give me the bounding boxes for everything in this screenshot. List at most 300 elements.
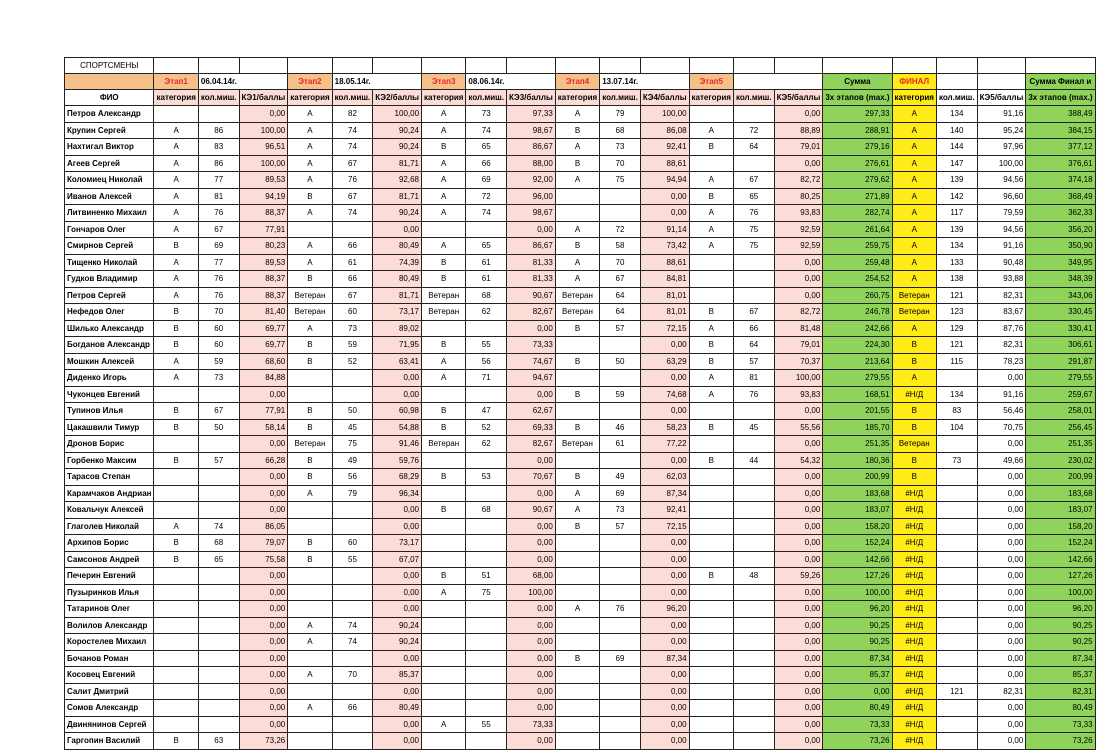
final-category-cell: #Н/Д [892, 502, 936, 519]
count1-cell: 70 [198, 304, 239, 321]
final-score-cell: 79,59 [977, 205, 1026, 222]
final-category-cell: #Н/Д [892, 650, 936, 667]
cat5-cell: A [689, 221, 733, 238]
cat5-cell: B [689, 139, 733, 156]
final-count-cell [936, 551, 977, 568]
score4-cell: 96,20 [640, 601, 689, 618]
score2-cell: 0,00 [373, 386, 422, 403]
score4-cell: 100,00 [640, 106, 689, 123]
table-body [65, 58, 1096, 750]
athlete-name-cell: Волилов Александр [65, 617, 154, 634]
count2-cell [332, 601, 373, 618]
sum3-cell: 185,70 [823, 419, 892, 436]
score4-cell: 0,00 [640, 634, 689, 651]
count5-cell: 76 [733, 205, 774, 222]
score4-cell: 63,29 [640, 353, 689, 370]
final-score-cell: 82,31 [977, 683, 1026, 700]
cat3-cell [422, 667, 466, 684]
title-row [65, 58, 1096, 74]
score4-cell: 62,03 [640, 469, 689, 486]
table-row [65, 634, 1096, 651]
score2-cell: 63,41 [373, 353, 422, 370]
score3-cell: 97,33 [507, 106, 556, 123]
count4-cell: 73 [600, 139, 641, 156]
cat5-cell [689, 716, 733, 733]
final-count-cell [936, 568, 977, 585]
cat5-cell: A [689, 205, 733, 222]
final-count-cell [936, 716, 977, 733]
athlete-name-cell: Дронов Борис [65, 436, 154, 453]
count1-cell [198, 469, 239, 486]
count3-cell: 55 [466, 716, 507, 733]
cat3-cell [422, 221, 466, 238]
grand-total-cell: 158,20 [1026, 518, 1095, 535]
grand-total-cell: 200,99 [1026, 469, 1095, 486]
count4-cell [600, 370, 641, 387]
score5-cell: 0,00 [774, 683, 823, 700]
sum-label: Сумма [823, 74, 892, 90]
table-row [65, 304, 1096, 321]
athlete-name-cell: Двинянинов Сергей [65, 716, 154, 733]
cat3-cell [422, 617, 466, 634]
count5-cell: 75 [733, 221, 774, 238]
score2-cell: 0,00 [373, 370, 422, 387]
table-row [65, 254, 1096, 271]
cat1-cell [154, 568, 198, 585]
count4-cell: 75 [600, 172, 641, 189]
cat2-cell: A [288, 485, 332, 502]
score5-cell: 0,00 [774, 469, 823, 486]
cat1-cell [154, 386, 198, 403]
cat1-cell: B [154, 551, 198, 568]
count3-cell [466, 667, 507, 684]
grand-total-cell: 82,31 [1026, 683, 1095, 700]
count4-cell [600, 551, 641, 568]
header-cell: кол.миш. [936, 90, 977, 106]
final-category-cell: A [892, 188, 936, 205]
header-cell: категория [892, 90, 936, 106]
grand-total-cell: 356,20 [1026, 221, 1095, 238]
score5-cell: 0,00 [774, 271, 823, 288]
score1-cell: 66,28 [239, 452, 288, 469]
header-cell: КЭ5/баллы [774, 90, 823, 106]
count2-cell [332, 221, 373, 238]
grand-total-cell: 368,49 [1026, 188, 1095, 205]
final-count-cell: 134 [936, 238, 977, 255]
final-count-cell: 121 [936, 287, 977, 304]
score2-cell: 91,46 [373, 436, 422, 453]
cat2-cell [288, 221, 332, 238]
score2-cell: 81,71 [373, 155, 422, 172]
cat4-cell [555, 584, 599, 601]
table-row [65, 700, 1096, 717]
athlete-name-cell: Литвиненко Михаил [65, 205, 154, 222]
table-row [65, 469, 1096, 486]
cat5-cell: A [689, 386, 733, 403]
athlete-name-cell: Глаголев Николай [65, 518, 154, 535]
cat1-cell: A [154, 139, 198, 156]
athlete-name-cell: Нефедов Олег [65, 304, 154, 321]
count1-cell: 69 [198, 238, 239, 255]
count4-cell [600, 568, 641, 585]
grand-total-cell: 96,20 [1026, 601, 1095, 618]
count5-cell: 67 [733, 172, 774, 189]
count4-cell [600, 617, 641, 634]
grand-total-cell: 142,66 [1026, 551, 1095, 568]
sum3-cell: 259,75 [823, 238, 892, 255]
header-cell: категория [154, 90, 198, 106]
count1-cell: 73 [198, 370, 239, 387]
score3-cell: 0,00 [507, 485, 556, 502]
count1-cell: 60 [198, 337, 239, 354]
final-count-cell [936, 518, 977, 535]
sum3-cell: 259,48 [823, 254, 892, 271]
final-count-cell [936, 469, 977, 486]
sum3-cell: 152,24 [823, 535, 892, 552]
cat2-cell: B [288, 452, 332, 469]
final-count-cell: 115 [936, 353, 977, 370]
score1-cell: 0,00 [239, 634, 288, 651]
score2-cell: 60,98 [373, 403, 422, 420]
cat4-cell: B [555, 122, 599, 139]
score5-cell: 92,59 [774, 238, 823, 255]
count2-cell: 74 [332, 139, 373, 156]
final-category-cell: A [892, 205, 936, 222]
final-score-cell: 0,00 [977, 502, 1026, 519]
final-category-cell: A [892, 370, 936, 387]
count3-cell: 75 [466, 584, 507, 601]
cat1-cell [154, 502, 198, 519]
cat3-cell: B [422, 403, 466, 420]
score4-cell: 77,22 [640, 436, 689, 453]
cat2-cell: A [288, 139, 332, 156]
cat3-cell: B [422, 139, 466, 156]
athlete-name-cell: Богданов Александр [65, 337, 154, 354]
cat4-cell [555, 700, 599, 717]
header-cell: КЭ3/баллы [507, 90, 556, 106]
final-count-cell [936, 485, 977, 502]
score1-cell: 89,53 [239, 254, 288, 271]
cat3-cell [422, 452, 466, 469]
score2-cell: 68,29 [373, 469, 422, 486]
cat4-cell: B [555, 238, 599, 255]
final-category-cell: B [892, 353, 936, 370]
count1-cell: 59 [198, 353, 239, 370]
score3-cell: 74,67 [507, 353, 556, 370]
final-score-cell: 91,16 [977, 106, 1026, 123]
cat5-cell [689, 700, 733, 717]
athlete-name-cell: Тарасов Степан [65, 469, 154, 486]
athlete-name-cell: Чуконцев Евгений [65, 386, 154, 403]
count2-cell: 67 [332, 287, 373, 304]
cat5-cell [689, 650, 733, 667]
cat1-cell [154, 106, 198, 123]
score4-cell: 0,00 [640, 205, 689, 222]
cat2-cell: B [288, 419, 332, 436]
score4-cell: 94,94 [640, 172, 689, 189]
grand-total-cell: 80,49 [1026, 700, 1095, 717]
count1-cell: 74 [198, 518, 239, 535]
count1-cell [198, 436, 239, 453]
athlete-name-cell: Самсонов Андрей [65, 551, 154, 568]
stage4-label: Этап4 [555, 74, 599, 90]
score2-cell: 73,17 [373, 304, 422, 321]
athlete-name-cell: Крупин Сергей [65, 122, 154, 139]
grand-total-cell: 127,26 [1026, 568, 1095, 585]
final-count-cell: 121 [936, 337, 977, 354]
final-count-cell: 129 [936, 320, 977, 337]
cat1-cell [154, 485, 198, 502]
final-score-cell: 0,00 [977, 551, 1026, 568]
score3-cell: 70,67 [507, 469, 556, 486]
grand-total-cell: 349,95 [1026, 254, 1095, 271]
score3-cell: 86,67 [507, 238, 556, 255]
stage4-date: 13.07.14г. [600, 74, 689, 90]
count4-cell [600, 188, 641, 205]
cat2-cell: B [288, 337, 332, 354]
count3-cell [466, 386, 507, 403]
count2-cell [332, 386, 373, 403]
cat2-cell: A [288, 617, 332, 634]
score5-cell: 0,00 [774, 287, 823, 304]
score5-cell: 100,00 [774, 370, 823, 387]
score1-cell: 94,19 [239, 188, 288, 205]
cat3-cell [422, 601, 466, 618]
stage5-date [733, 74, 822, 90]
cat3-cell [422, 683, 466, 700]
cat2-cell: B [288, 271, 332, 288]
table-row [65, 667, 1096, 684]
count2-cell: 66 [332, 271, 373, 288]
cat1-cell: B [154, 419, 198, 436]
count1-cell: 63 [198, 733, 239, 750]
athlete-name-cell: Косовец Евгений [65, 667, 154, 684]
cat5-cell [689, 485, 733, 502]
count1-cell: 77 [198, 254, 239, 271]
grand-total-cell: 374,18 [1026, 172, 1095, 189]
cat2-cell: Ветеран [288, 436, 332, 453]
score3-cell: 0,00 [507, 700, 556, 717]
score4-cell: 88,61 [640, 155, 689, 172]
cat5-cell [689, 535, 733, 552]
score1-cell: 100,00 [239, 155, 288, 172]
count4-cell [600, 634, 641, 651]
count5-cell [733, 667, 774, 684]
cat5-cell [689, 403, 733, 420]
cat3-cell: B [422, 469, 466, 486]
count4-cell [600, 733, 641, 750]
score4-cell: 0,00 [640, 584, 689, 601]
count5-cell [733, 469, 774, 486]
count4-cell: 79 [600, 106, 641, 123]
count3-cell [466, 535, 507, 552]
score3-cell: 69,33 [507, 419, 556, 436]
sum3-cell: 183,68 [823, 485, 892, 502]
count1-cell [198, 634, 239, 651]
count2-cell [332, 683, 373, 700]
score1-cell: 80,23 [239, 238, 288, 255]
count1-cell: 67 [198, 221, 239, 238]
score1-cell: 0,00 [239, 683, 288, 700]
cat2-cell: A [288, 106, 332, 123]
count2-cell: 59 [332, 337, 373, 354]
score5-cell: 0,00 [774, 700, 823, 717]
final-count-cell: 139 [936, 172, 977, 189]
count3-cell: 52 [466, 419, 507, 436]
score1-cell: 81,40 [239, 304, 288, 321]
score2-cell: 0,00 [373, 518, 422, 535]
cat2-cell: Ветеран [288, 287, 332, 304]
score2-cell: 90,24 [373, 634, 422, 651]
final-count-cell [936, 436, 977, 453]
final-count-cell: 134 [936, 106, 977, 123]
table-row [65, 716, 1096, 733]
count5-cell: 65 [733, 188, 774, 205]
cat5-cell [689, 254, 733, 271]
final-category-cell: A [892, 106, 936, 123]
cat4-cell: A [555, 485, 599, 502]
final-score-cell: 100,00 [977, 155, 1026, 172]
table-row [65, 568, 1096, 585]
athlete-name-cell: Горбенко Максим [65, 452, 154, 469]
count3-cell [466, 683, 507, 700]
count3-cell: 65 [466, 139, 507, 156]
final-score-cell: 0,00 [977, 733, 1026, 750]
count3-cell [466, 601, 507, 618]
final-count-cell [936, 733, 977, 750]
stage5-label: Этап5 [689, 74, 733, 90]
sum3-cell: 80,49 [823, 700, 892, 717]
table-row [65, 419, 1096, 436]
cat5-cell [689, 667, 733, 684]
sum3-cell: 288,91 [823, 122, 892, 139]
cat5-cell: B [689, 188, 733, 205]
cat4-cell: Ветеран [555, 304, 599, 321]
count4-cell: 69 [600, 485, 641, 502]
sum3-cell: 279,62 [823, 172, 892, 189]
final-score-cell: 0,00 [977, 716, 1026, 733]
grand-total-cell: 73,26 [1026, 733, 1095, 750]
table-row [65, 584, 1096, 601]
score4-cell: 74,68 [640, 386, 689, 403]
count2-cell: 61 [332, 254, 373, 271]
cat2-cell [288, 601, 332, 618]
grand-total-cell: 90,25 [1026, 634, 1095, 651]
count5-cell: 81 [733, 370, 774, 387]
score3-cell: 0,00 [507, 452, 556, 469]
final-category-cell: #Н/Д [892, 568, 936, 585]
count1-cell [198, 683, 239, 700]
cat1-cell: A [154, 221, 198, 238]
count3-cell: 66 [466, 155, 507, 172]
count3-cell [466, 634, 507, 651]
count4-cell: 57 [600, 320, 641, 337]
score2-cell: 100,00 [373, 106, 422, 123]
cat5-cell: A [689, 172, 733, 189]
count1-cell: 83 [198, 139, 239, 156]
final-category-cell: Ветеран [892, 287, 936, 304]
athlete-name-cell: Гончаров Олег [65, 221, 154, 238]
final-category-cell: #Н/Д [892, 485, 936, 502]
cat4-cell: A [555, 254, 599, 271]
grand-total-cell: 251,35 [1026, 436, 1095, 453]
sum3-cell: 180,36 [823, 452, 892, 469]
athlete-name-cell: Ковальчук Алексей [65, 502, 154, 519]
count5-cell: 75 [733, 238, 774, 255]
cat5-cell [689, 436, 733, 453]
cat2-cell [288, 683, 332, 700]
table-row [65, 452, 1096, 469]
cat4-cell [555, 403, 599, 420]
cat2-cell: Ветеран [288, 304, 332, 321]
score4-cell: 84,81 [640, 271, 689, 288]
final-category-cell: #Н/Д [892, 683, 936, 700]
final-score-cell: 82,31 [977, 287, 1026, 304]
score4-cell: 87,34 [640, 650, 689, 667]
sum3-cell: 213,64 [823, 353, 892, 370]
score4-cell: 0,00 [640, 568, 689, 585]
count1-cell [198, 568, 239, 585]
cat2-cell [288, 568, 332, 585]
count5-cell [733, 271, 774, 288]
table-row [65, 733, 1096, 750]
score1-cell: 68,60 [239, 353, 288, 370]
cat5-cell: A [689, 238, 733, 255]
count3-cell: 69 [466, 172, 507, 189]
final-category-cell: A [892, 320, 936, 337]
count3-cell: 65 [466, 238, 507, 255]
score5-cell: 0,00 [774, 667, 823, 684]
score5-cell: 55,56 [774, 419, 823, 436]
grand-total-cell: 362,33 [1026, 205, 1095, 222]
count2-cell: 75 [332, 436, 373, 453]
score2-cell: 80,49 [373, 238, 422, 255]
grand-total-cell: 256,45 [1026, 419, 1095, 436]
score3-cell: 0,00 [507, 551, 556, 568]
final-count-cell: 123 [936, 304, 977, 321]
count4-cell [600, 667, 641, 684]
count4-cell: 59 [600, 386, 641, 403]
header-cell: категория [689, 90, 733, 106]
final-category-cell: A [892, 122, 936, 139]
table-row [65, 139, 1096, 156]
cat4-cell [555, 337, 599, 354]
cat1-cell: B [154, 403, 198, 420]
final-category-cell: B [892, 337, 936, 354]
sum3-cell: 260,75 [823, 287, 892, 304]
final-count-cell: 134 [936, 386, 977, 403]
count1-cell: 68 [198, 535, 239, 552]
header-cell: кол.миш. [198, 90, 239, 106]
table-row [65, 172, 1096, 189]
score1-cell: 0,00 [239, 650, 288, 667]
cat5-cell [689, 469, 733, 486]
count3-cell [466, 221, 507, 238]
cat3-cell [422, 518, 466, 535]
sum3-cell: 142,66 [823, 551, 892, 568]
score4-cell: 81,01 [640, 304, 689, 321]
score2-cell: 81,71 [373, 188, 422, 205]
sum3-cell: 279,16 [823, 139, 892, 156]
count4-cell: 58 [600, 238, 641, 255]
table-row [65, 535, 1096, 552]
count3-cell [466, 617, 507, 634]
final-score-cell: 0,00 [977, 634, 1026, 651]
count3-cell [466, 551, 507, 568]
count4-cell: 57 [600, 518, 641, 535]
score1-cell: 88,37 [239, 271, 288, 288]
cat4-cell: B [555, 155, 599, 172]
